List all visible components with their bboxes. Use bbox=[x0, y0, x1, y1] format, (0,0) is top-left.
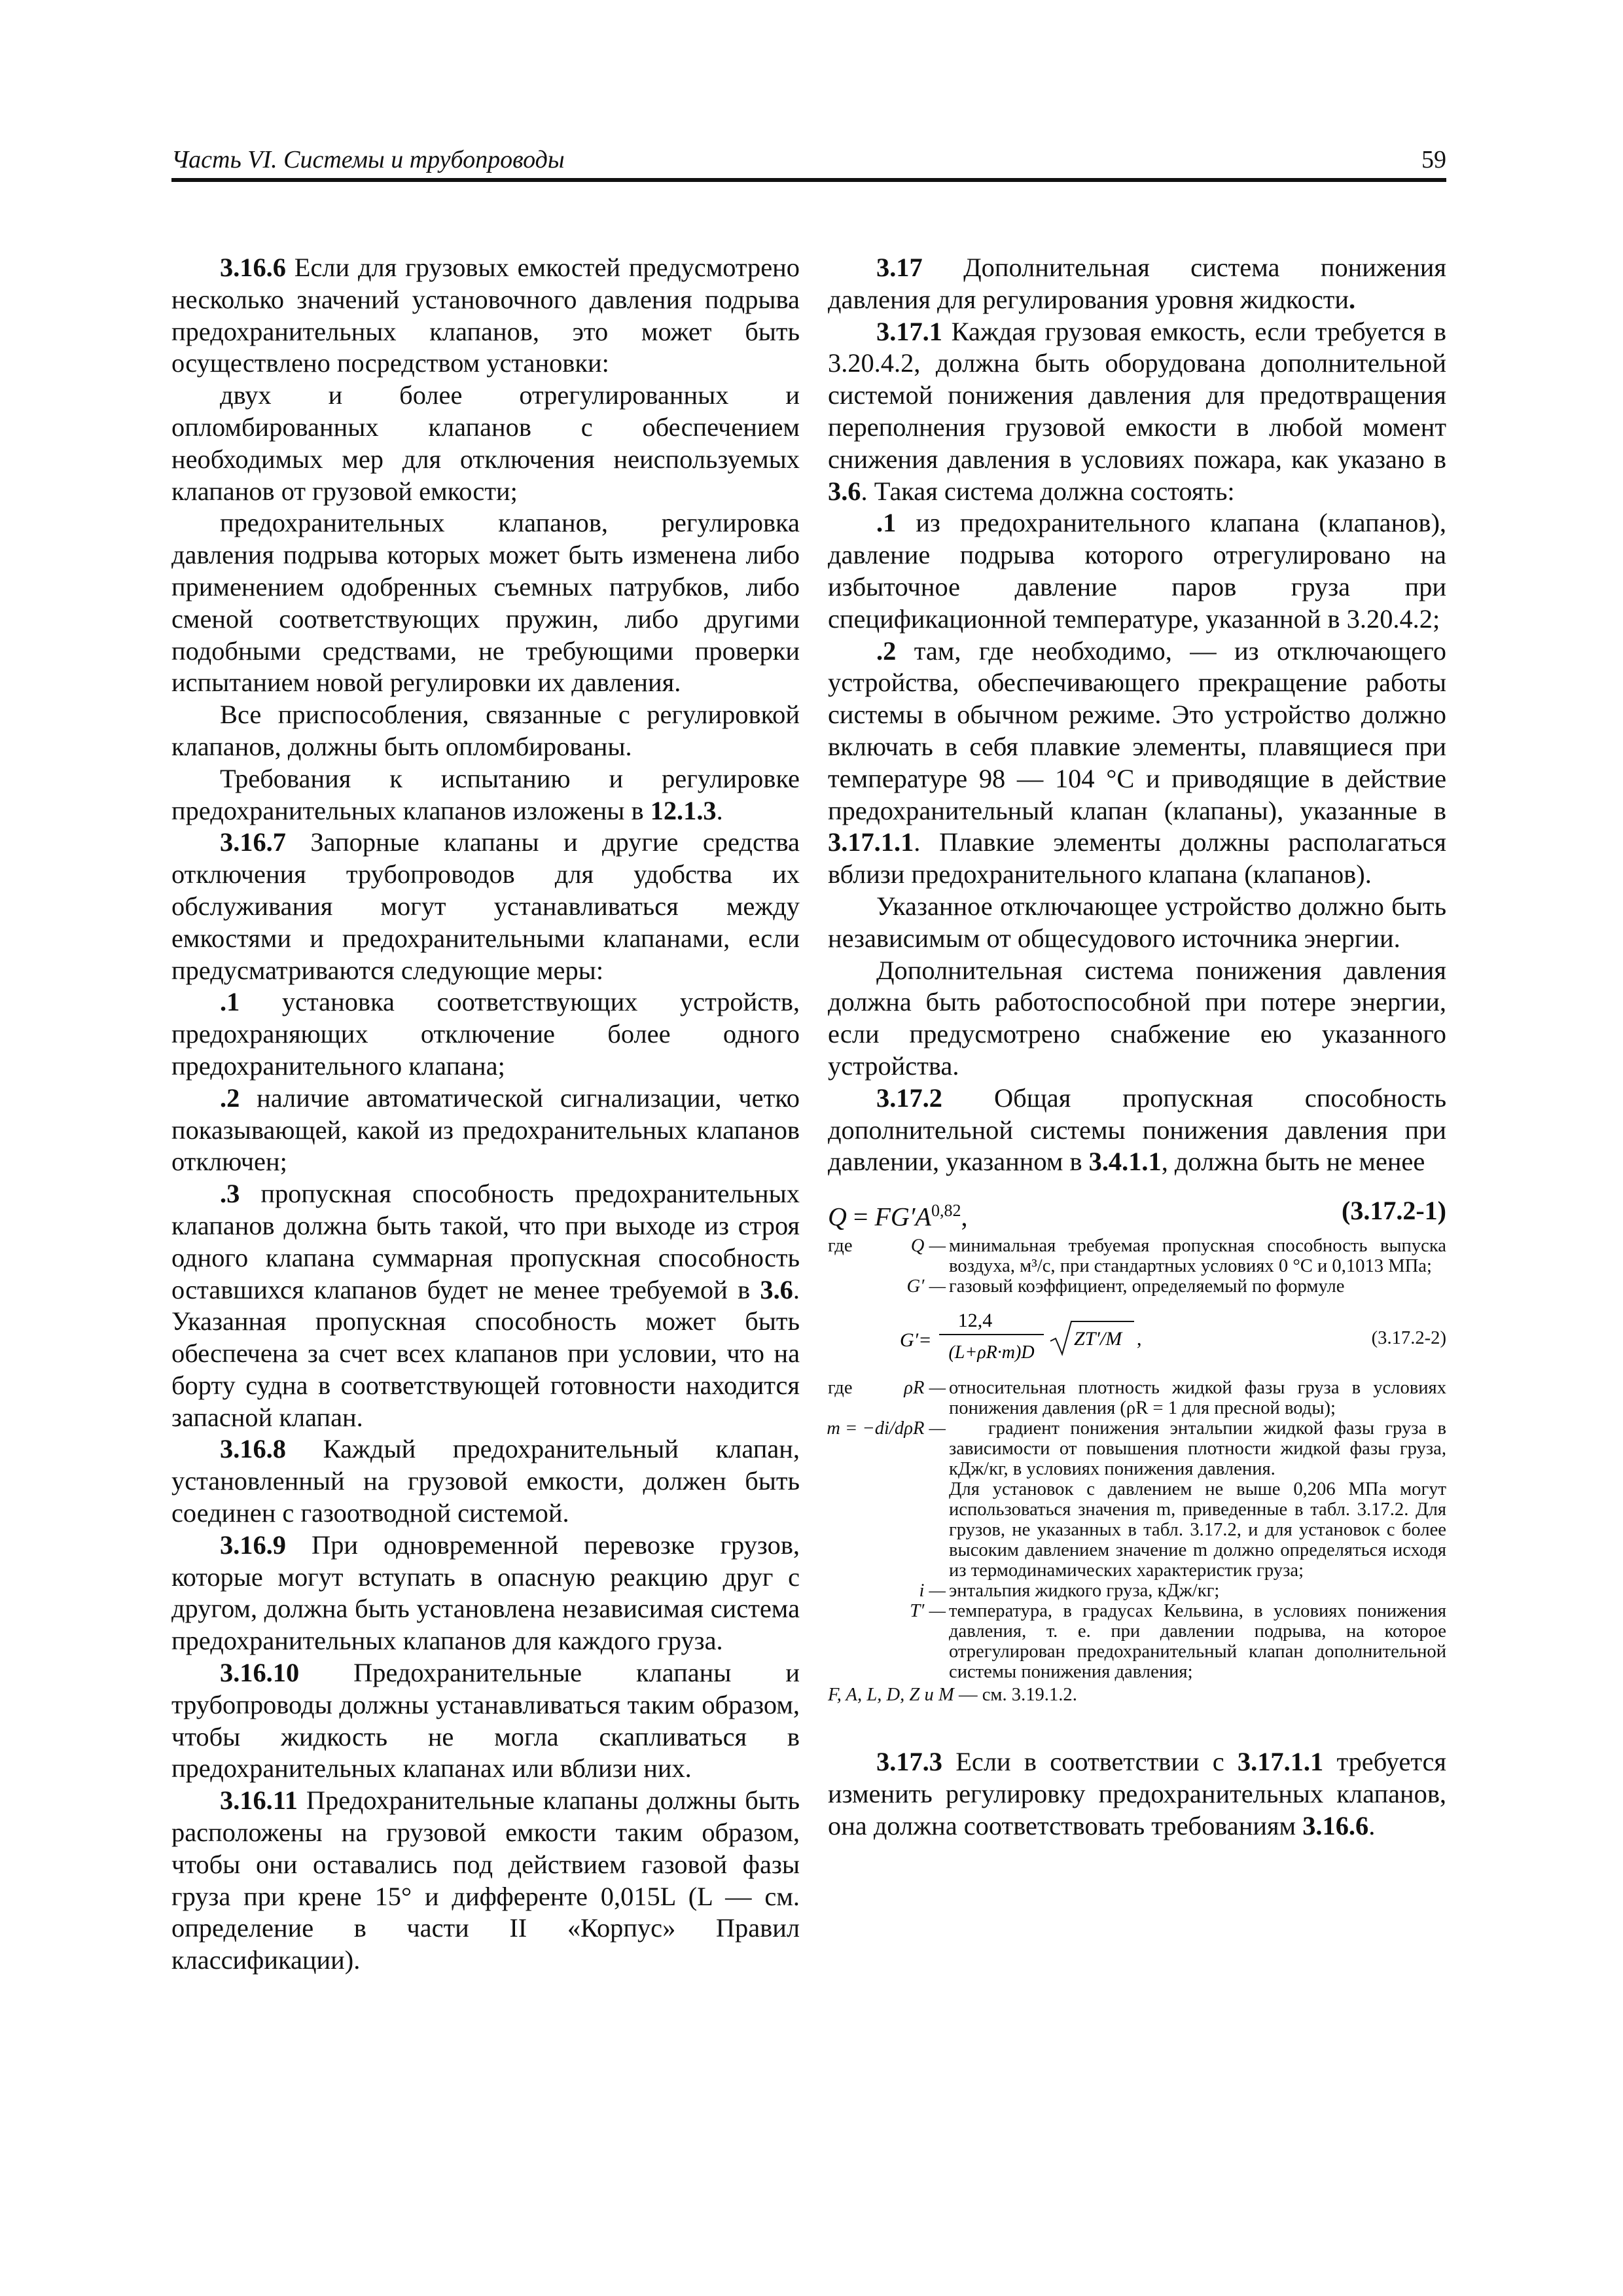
formula-radicand: ZT′/M bbox=[1074, 1328, 1122, 1350]
definition-i: i — энтальпия жидкого груза, кДж/кг; bbox=[919, 1581, 1220, 1602]
list-item: .1 из предохранительного клапана (клапанов), давление подрыва которого отрегулировано на избыточное давление паров груза при спецификационной температуре, указанной в 3.20.4.2; bbox=[828, 508, 1446, 634]
list-item: .1 установка соответствующих устройств, предохраняющих отключение более одного предохранительного клапана; bbox=[171, 987, 800, 1081]
formula-number: (3.17.2-1) bbox=[1342, 1196, 1446, 1226]
definition-g: G′ — газовый коэффициент, определяемый по формуле bbox=[906, 1276, 1345, 1297]
section-3-17-heading: 3.17 Дополнительная система понижения давления для регулирования уровня жидкости. bbox=[828, 253, 1446, 314]
para-3-16-11: 3.16.11 Предохранительные клапаны должны быть расположены на грузовой емкости таким образом, чтобы они оставались под действием газовой фазы груза при крене 15° и дифференте 0,015L (L — см. определение в части II «Корпус» Правил классификации). bbox=[171, 1785, 800, 1975]
formula-3-17-2-1 bbox=[828, 1186, 1446, 1232]
formula-3-17-2-2 bbox=[828, 1307, 1446, 1370]
definition-others: F, A, L, D, Z и M — см. 3.19.1.2. bbox=[828, 1685, 1077, 1706]
formula-number: (3.17.2-2) bbox=[1371, 1328, 1446, 1349]
clause-number: 3.16.6 bbox=[220, 253, 286, 282]
definition-t: T′ — температура, в градусах Кельвина, в условиях понижения давления, т. е. при давлении подрыва, на которое отрегулирован предохранительный клапан дополнительной системы понижения давления; bbox=[910, 1601, 1446, 1683]
formula-graphic bbox=[828, 1307, 1446, 1370]
clause-number: 3.16.7 bbox=[220, 827, 286, 857]
definition-m: m = −di/dρR — градиент понижения энтальпии жидкой фазы груза в зависимости от повышения плотности жидкой фазы груза, кДж/кг, в условиях понижения давления. bbox=[827, 1418, 1446, 1480]
definition-m-note: Для установок с давлением не выше 0,206 МПа могут использоваться значения m, приведенные в табл. 3.17.2. Для грузов, не указанных в табл. 3.17.2, и для установок с более высоким давлением значение m должно определяться исходя из термодинамических характеристик груза; bbox=[949, 1479, 1446, 1581]
running-header bbox=[171, 137, 1446, 182]
left-column bbox=[171, 252, 800, 1977]
clause-number: 3.16.8 bbox=[220, 1434, 286, 1464]
formula-expression: $Q = FG'A^{0,82}$, bbox=[828, 1201, 968, 1232]
para-3-17-2: 3.17.2 Общая пропускная способность дополнительной системы понижения давления при давлении, указанном в 3.4.1.1, должна быть не менее bbox=[828, 1083, 1446, 1177]
clause-number: 3.17 bbox=[876, 253, 923, 282]
list-item: .3 пропускная способность предохранительных клапанов должна быть такой, что при выходе из строя одного клапана суммарная пропускная способность оставшихся клапанов будет не менее требуемой в 3.6. Указанная пропускная способность может быть обеспечена за счет всех клапанов при условии, что на борту судна в соответствующей готовности находится запасной клапан. bbox=[171, 1179, 800, 1432]
clause-number: 3.16.10 bbox=[220, 1658, 300, 1688]
where-label: где bbox=[828, 1236, 853, 1257]
para-3-17-3: 3.17.3 Если в соответствии с 3.17.1.1 требуется изменить регулировку предохранительных клапанов, она должна соответствовать требованиям 3.16.6. bbox=[828, 1747, 1446, 1840]
page-number: 59 bbox=[1421, 146, 1446, 173]
clause-number: 3.17.3 bbox=[876, 1747, 942, 1777]
right-column bbox=[828, 252, 1446, 1842]
definition-q: где Q — минимальная требуемая пропускная способность выпуска воздуха, м³/с, при стандартных условиях 0 °С и 0,1013 МПа; bbox=[828, 1236, 1446, 1277]
para-3-16-9: 3.16.9 При одновременной перевозке грузов, которые могут вступать в опасную реакцию друг с другом, должна быть установлена независимая система предохранительных клапанов для каждого груза. bbox=[171, 1530, 800, 1656]
definitions-block bbox=[828, 1236, 1446, 1706]
formula-numerator: 12,4 bbox=[957, 1310, 993, 1332]
para-3-17-1: 3.17.1 Каждая грузовая емкость, если требуется в 3.20.4.2, должна быть оборудована дополнительной системой понижения давления для предотвращения переполнения грузовой емкости в любой момент снижения давления в условиях пожара, как указано в 3.6. Такая система должна состоять: bbox=[828, 316, 1446, 506]
cross-reference: 12.1.3 bbox=[650, 795, 717, 825]
header-title: Часть VI. Системы и трубопроводы bbox=[171, 146, 565, 173]
para-3-16-10: 3.16.10 Предохранительные клапаны и трубопроводы должны устанавливаться таким образом, чтобы жидкость не могла скапливаться в предохранительных клапанах или вблизи них. bbox=[171, 1658, 800, 1784]
cross-reference: 3.4.1.1 bbox=[1088, 1147, 1162, 1177]
definition-rho: где ρR — относительная плотность жидкой фазы груза в условиях понижения давления (ρR = 1 для пресной воды); bbox=[828, 1378, 1446, 1419]
clause-number: 3.17.2 bbox=[876, 1083, 942, 1113]
cross-reference: 3.17.1.1 bbox=[1237, 1747, 1324, 1777]
clause-number: 3.16.9 bbox=[220, 1530, 286, 1560]
para-3-16-8: 3.16.8 Каждый предохранительный клапан, установленный на грузовой емкости, должен быть соединен с газоотводной системой. bbox=[171, 1434, 800, 1528]
formula-lhs: G′= bbox=[900, 1329, 932, 1352]
clause-number: 3.16.11 bbox=[220, 1785, 298, 1816]
cross-reference: 3.6 bbox=[828, 476, 861, 506]
cross-reference: 3.6 bbox=[760, 1274, 793, 1304]
formula-tail: , bbox=[1137, 1328, 1142, 1350]
paragraph: предохранительных клапанов, регулировка давления подрыва которых может быть изменена либо применением одобренных съемных патрубков, либо сменой соответствующих пружин, либо другими подобными средствами, не требующими проверки испытанием новой регулировки их давления. bbox=[171, 508, 800, 698]
cross-reference: 3.16.6 bbox=[1302, 1810, 1369, 1840]
paragraph: Указанное отключающее устройство должно быть независимым от общесудового источника энергии. bbox=[828, 891, 1446, 953]
formula-denominator: (L+ρR·m)D bbox=[948, 1342, 1035, 1363]
list-item: .2 там, где необходимо, — из отключающего устройства, обеспечивающего прекращение работы системы в обычном режиме. Это устройство должно включать в себя плавкие элементы, плавящиеся при температуре 98 — 104 °С и приводящие в действие предохранительный клапан (клапаны), указанные в 3.17.1.1. Плавкие элементы должны располагаться вблизи предохранительного клапана (клапанов). bbox=[828, 636, 1446, 889]
paragraph: Все приспособления, связанные с регулировкой клапанов, должны быть опломбированы. bbox=[171, 700, 800, 761]
cross-reference: 3.17.1.1 bbox=[828, 827, 914, 857]
paragraph: Требования к испытанию и регулировке предохранительных клапанов изложены в 12.1.3. bbox=[171, 763, 800, 825]
paragraph: Дополнительная система понижения давления должна быть работоспособной при потере энергии, если предусмотрено снабжение ею указанного устройства. bbox=[828, 955, 1446, 1081]
para-3-16-7: 3.16.7 Запорные клапаны и другие средства отключения трубопроводов для удобства их обслуживания могут устанавливаться между емкостями и предохранительными клапанами, если предусматриваются следующие меры: bbox=[171, 827, 800, 985]
list-item: .2 наличие автоматической сигнализации, четко показывающей, какой из предохранительных клапанов отключен; bbox=[171, 1083, 800, 1177]
where-label: где bbox=[828, 1378, 853, 1399]
clause-number: 3.17.1 bbox=[876, 316, 942, 346]
para-3-16-6: 3.16.6 Если для грузовых емкостей предусмотрено несколько значений установочного давления подрыва предохранительных клапанов, это может быть осуществлено посредством установки: bbox=[171, 253, 800, 378]
paragraph: двух и более отрегулированных и опломбированных клапанов с обеспечением необходимых мер для отключения неиспользуемых клапанов от грузовой емкости; bbox=[171, 380, 800, 506]
